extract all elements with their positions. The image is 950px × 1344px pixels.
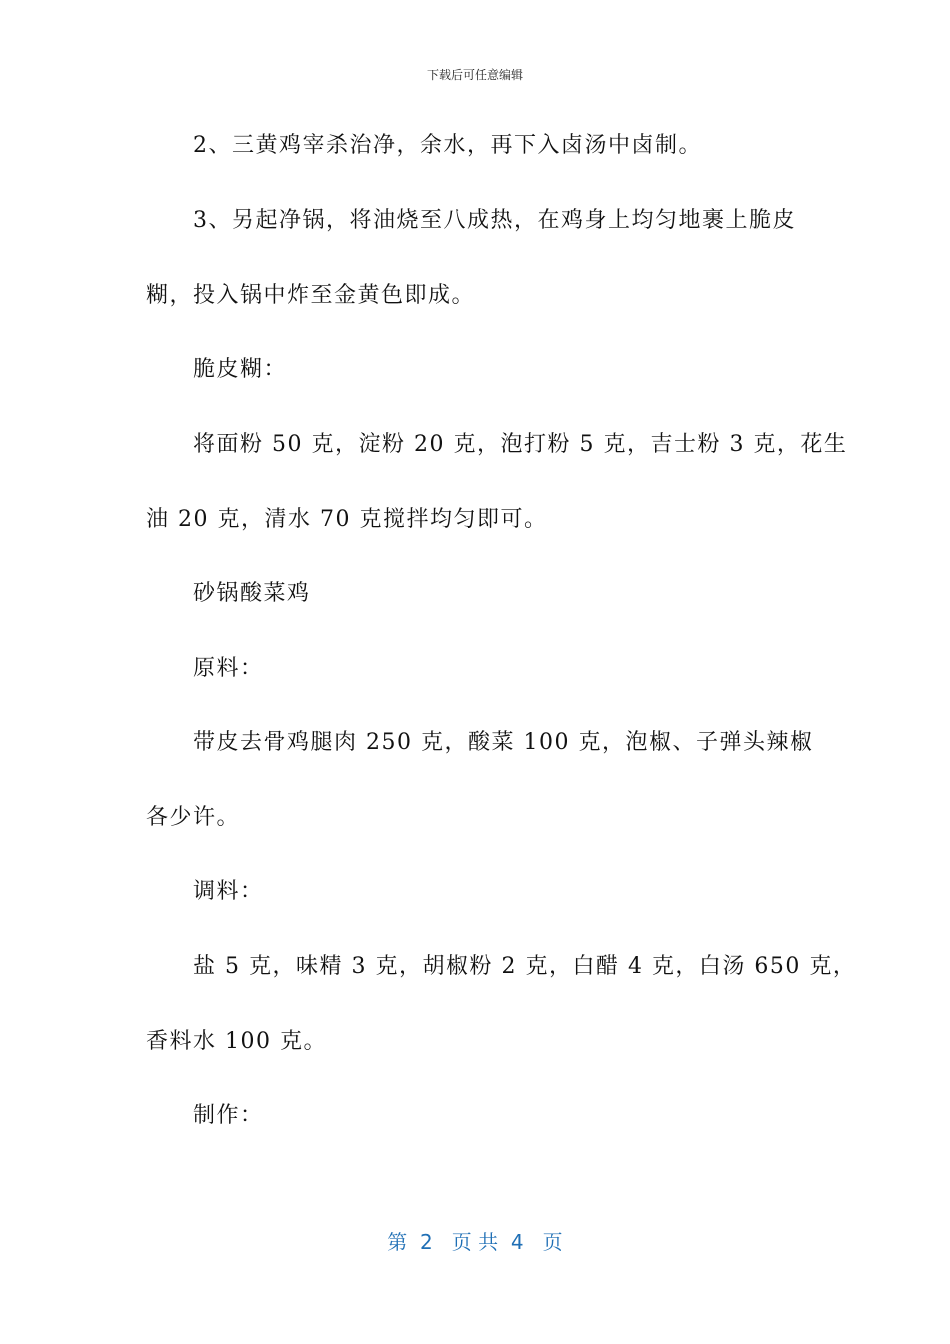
paragraph-line: 3、另起净锅，将油烧至八成热，在鸡身上均匀地裹上脆皮 (193, 208, 796, 233)
paragraph-line: 将面粉 50 克，淀粉 20 克，泡打粉 5 克，吉士粉 3 克，花生 (193, 432, 848, 457)
paragraph-line: 带皮去骨鸡腿肉 250 克，酸菜 100 克，泡椒、子弹头辣椒 (193, 730, 814, 755)
paragraph-line: 糊，投入锅中炸至金黄色即成。 (146, 283, 476, 308)
paragraph-line: 2、三黄鸡宰杀治净，余水，再下入卤汤中卤制。 (193, 133, 702, 158)
paragraph-line: 香料水 100 克。 (146, 1029, 327, 1054)
section-label: 脆皮糊： (193, 357, 288, 382)
section-label: 制作： (193, 1103, 264, 1128)
recipe-title: 砂锅酸菜鸡 (193, 581, 311, 606)
page-number: 第 2 页 共 4 页 (387, 1230, 563, 1254)
section-label: 调料： (193, 879, 264, 904)
page-header: 下载后可任意编辑 (426, 68, 523, 82)
paragraph-line: 油 20 克，清水 70 克搅拌均匀即可。 (146, 507, 548, 532)
section-label: 原料： (193, 656, 264, 681)
paragraph-line: 各少许。 (146, 805, 241, 830)
paragraph-line: 盐 5 克，味精 3 克，胡椒粉 2 克，白醋 4 克，白汤 650 克， (193, 954, 857, 979)
